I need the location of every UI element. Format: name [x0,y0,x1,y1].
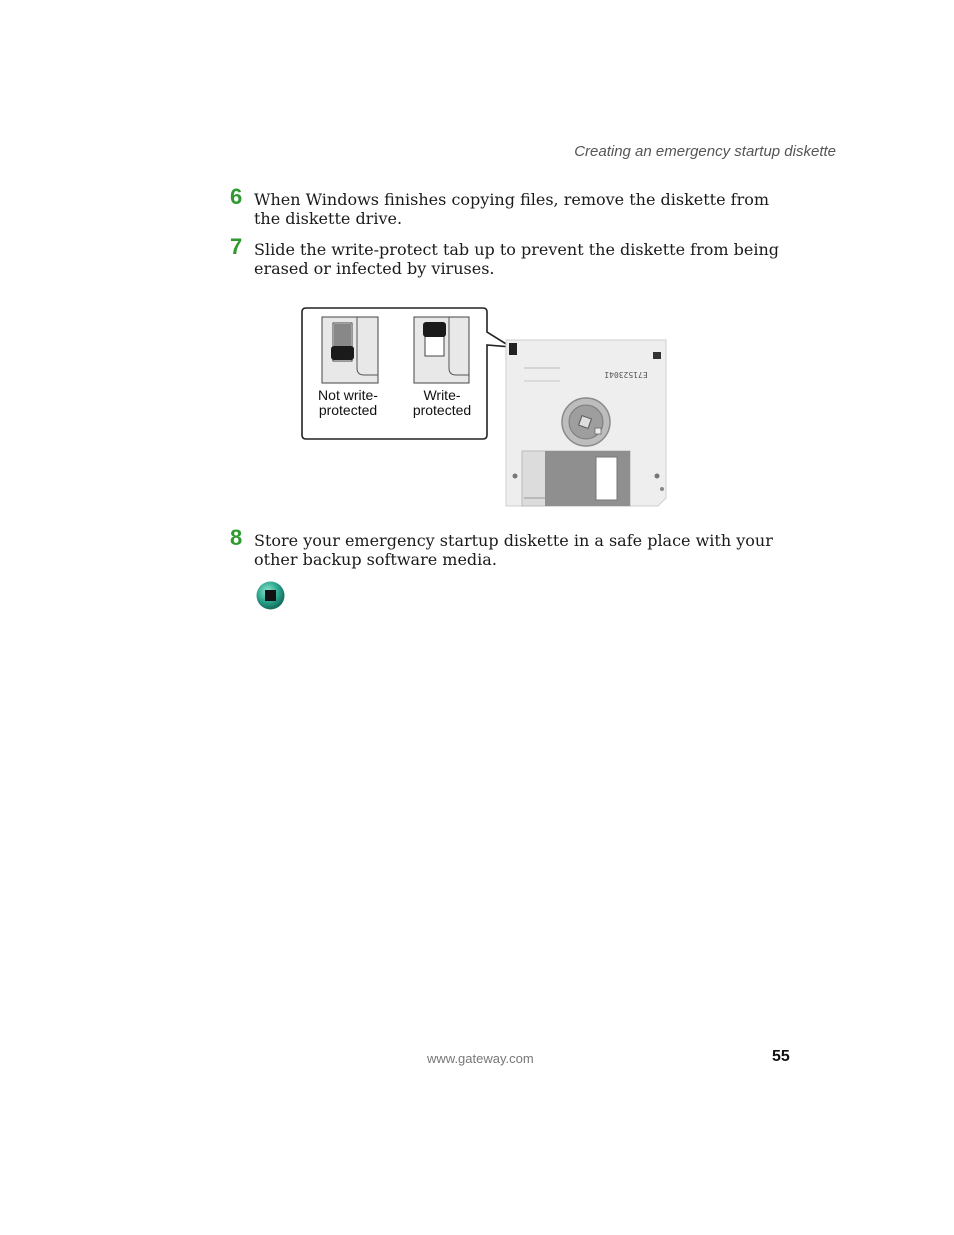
end-of-procedure-icon [256,581,285,610]
step-text: When Windows finishes copying files, remove the diskette from the diskette drive. [254,190,770,228]
running-header: Creating an emergency startup diskette [574,143,836,160]
step-text: Slide the write-protect tab up to prevent the diskette from being erased or infected by viruses. [254,240,779,278]
not-write-protected-label: Not write- protected [318,387,378,418]
write-protected-label: Write- protected [412,387,472,418]
step-number: 8 [230,525,243,550]
step-number: 7 [230,234,243,259]
write-protected-tab-icon [414,317,469,383]
page-number: 55 [772,1048,790,1065]
diskette-icon [506,340,666,506]
diskette-code-text: E7152304I [604,370,648,379]
step-number: 6 [230,184,243,209]
not-write-protected-tab-icon [322,317,378,383]
step-text: Store your emergency startup diskette in a safe place with your other backup software media. [254,531,773,569]
footer-url: www.gateway.com [427,1051,534,1066]
